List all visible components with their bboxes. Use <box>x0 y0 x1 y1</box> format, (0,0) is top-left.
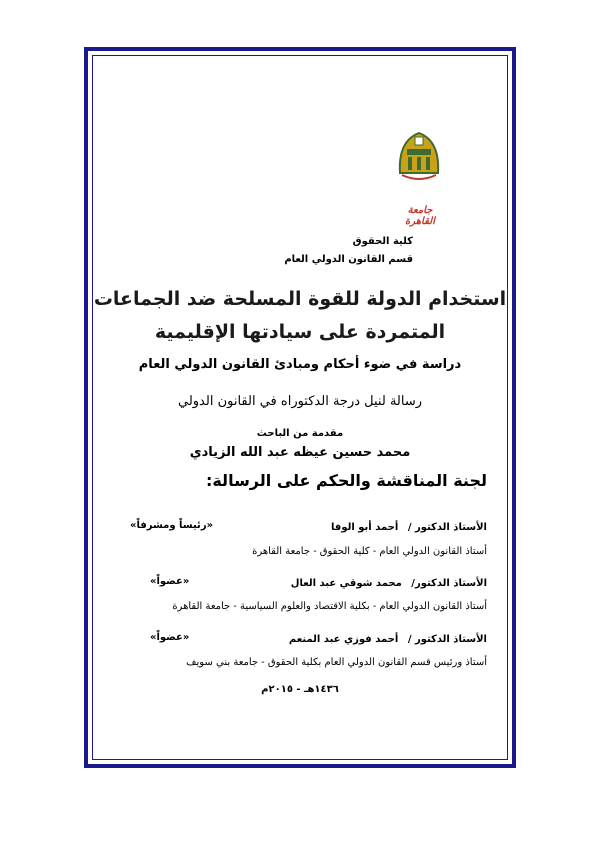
member-title: الأستاذ الدكتور / <box>407 634 487 645</box>
member-position: أستاذ ورئيس قسم القانون الدولي العام بكلية الحقوق - جامعة بني سويف <box>186 657 487 668</box>
committee-member-2 <box>291 578 487 589</box>
faculty-name: كلية الحقوق <box>352 236 413 247</box>
thesis-subtitle: دراسة في ضوء أحكام ومبادئ القانون الدولي العام <box>138 357 462 372</box>
committee-member-1 <box>331 522 487 533</box>
committee-heading: لجنة المناقشة والحكم على الرسالة: <box>205 471 487 490</box>
university-logo <box>396 123 442 227</box>
member-title: الأستاذ الدكتور / <box>407 522 487 533</box>
thesis-title-line2: المتمردة على سيادتها الإقليمية <box>154 321 446 343</box>
committee-member-3 <box>289 634 487 645</box>
member-name: محمد شوقي عبد العال <box>290 578 402 589</box>
member-position: أستاذ القانون الدولي العام - كلية الحقوق - جامعة القاهرة <box>252 546 487 557</box>
member-position: أستاذ القانون الدولي العام - بكلية الاقتصاد والعلوم السياسية - جامعة القاهرة <box>172 601 487 612</box>
member-name: أحمد فوزي عبد المنعم <box>288 634 399 645</box>
thesis-title-line1: استخدام الدولة للقوة المسلحة ضد الجماعات <box>93 288 507 310</box>
researcher-name: محمد حسين عيظه عبد الله الزيادي <box>189 445 411 460</box>
member-title: الأستاذ الدكتور/ <box>411 578 487 589</box>
member-role: «عضواً» <box>150 576 190 587</box>
presented-by-label: مقدمة من الباحث <box>256 428 344 439</box>
degree-statement: رسالة لنيل درجة الدكتوراه في القانون الدولي <box>177 394 423 409</box>
logo-caption: جامعة القاهرة <box>405 205 435 227</box>
member-role: «عضواً» <box>150 632 190 643</box>
member-name: أحمد أبو الوفا <box>331 522 399 533</box>
thesis-date: ١٤٣٦هـ - ٢٠١٥م <box>261 684 339 695</box>
member-role: «رئيساً ومشرفاً» <box>130 520 214 531</box>
department-name: قسم القانون الدولي العام <box>284 254 413 265</box>
